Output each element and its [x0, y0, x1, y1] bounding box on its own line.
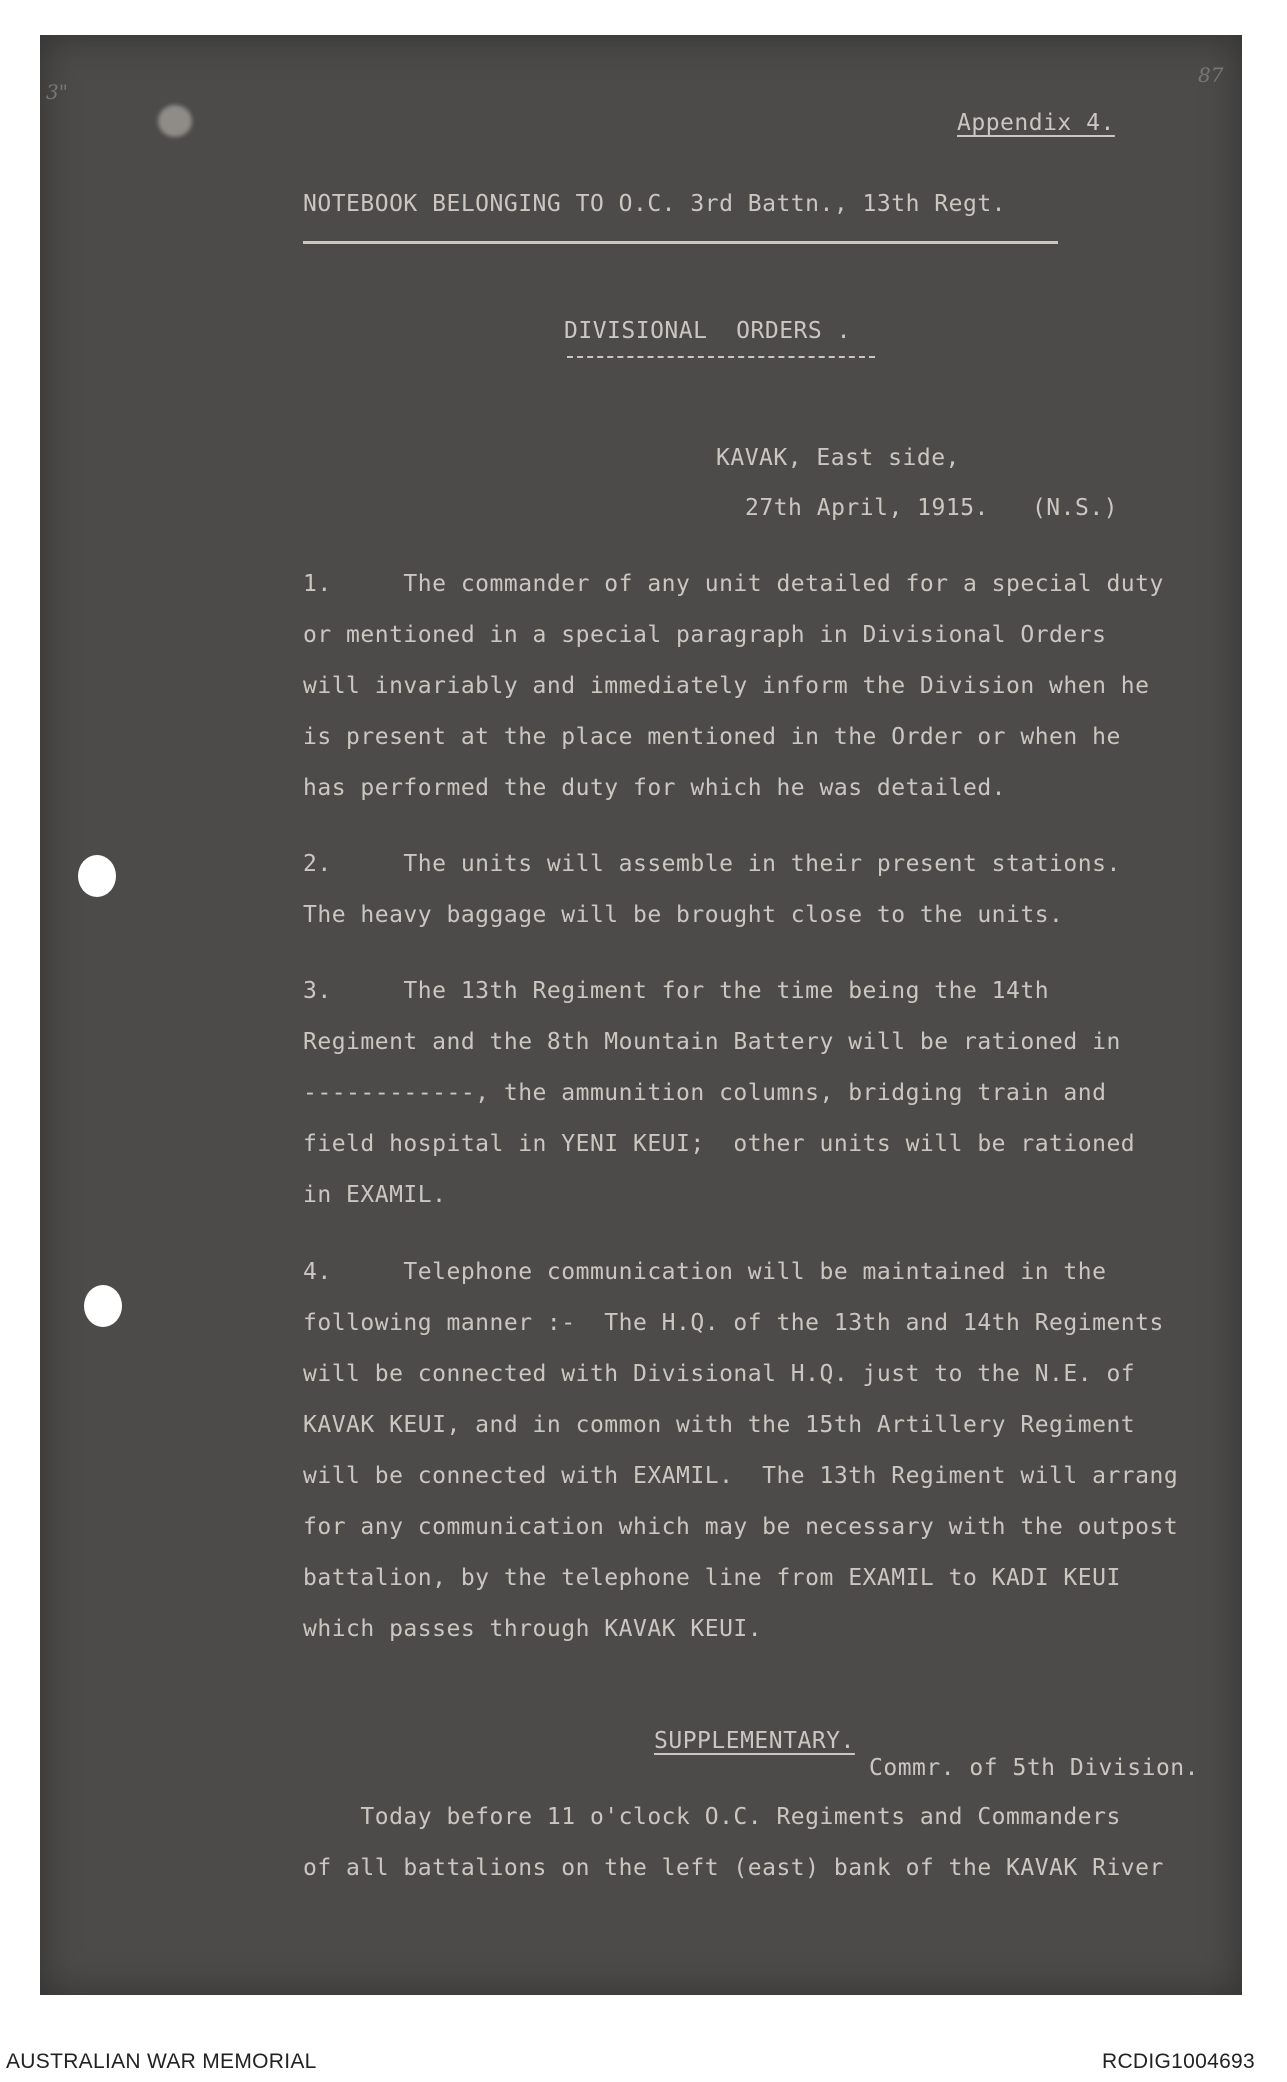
paragraph-line: KAVAK KEUI, and in common with the 15th Artillery Regiment — [303, 1412, 1136, 1438]
paragraph-line: is present at the place mentioned in the Order or when he — [303, 724, 1121, 750]
appendix-label: Appendix 4. — [957, 110, 1115, 136]
signature-line: Commr. of 5th Division. — [869, 1755, 1199, 1781]
paragraph-line: in EXAMIL. — [303, 1182, 447, 1208]
paragraph-line: for any communication which may be necessary with the outpost — [303, 1514, 1179, 1540]
paragraph-line: 4. Telephone communication will be maintained in the — [303, 1259, 1107, 1285]
corner-mark-left: 3" — [46, 80, 68, 104]
paragraph-line: Regiment and the 8th Mountain Battery will be rationed in — [303, 1029, 1121, 1055]
footer-record-id: RCDIG1004693 — [1102, 2050, 1256, 2073]
paragraph-line: which passes through KAVAK KEUI. — [303, 1616, 763, 1642]
footer-archive-name: AUSTRALIAN WAR MEMORIAL — [6, 2050, 317, 2073]
paragraph-line: will be connected with Divisional H.Q. just to the N.E. of — [303, 1361, 1136, 1387]
supplementary-heading: SUPPLEMENTARY. — [654, 1728, 855, 1754]
paragraph-line: or mentioned in a special paragraph in Divisional Orders — [303, 622, 1107, 648]
ink-blot — [158, 105, 192, 137]
paragraph-line: field hospital in YENI KEUI; other units will be rationed — [303, 1131, 1136, 1157]
title-rule — [303, 241, 1058, 244]
corner-mark-right: 87 — [1198, 63, 1224, 87]
paragraph-line: The heavy baggage will be brought close to the units. — [303, 902, 1064, 928]
paragraph-line: has performed the duty for which he was detailed. — [303, 775, 1007, 801]
paragraph-line: will be connected with EXAMIL. The 13th Regiment will arrang — [303, 1463, 1179, 1489]
document-sheet — [40, 35, 1242, 1995]
place-line: KAVAK, East side, — [716, 445, 960, 471]
paragraph-line: will invariably and immediately inform the Division when he — [303, 673, 1150, 699]
paragraph-line: battalion, by the telephone line from EXAMIL to KADI KEUI — [303, 1565, 1121, 1591]
supplementary-line: of all battalions on the left (east) bank of the KAVAK River — [303, 1855, 1164, 1881]
notebook-title: NOTEBOOK BELONGING TO O.C. 3rd Battn., 13th Regt. — [303, 191, 1007, 217]
paragraph-line: following manner :- The H.Q. of the 13th and 14th Regiments — [303, 1310, 1164, 1336]
punch-hole-top — [78, 855, 116, 897]
paragraph-line: 3. The 13th Regiment for the time being the 14th — [303, 978, 1050, 1004]
paragraph-line: 1. The commander of any unit detailed for a special duty — [303, 571, 1164, 597]
orders-title-dashes — [567, 356, 875, 358]
orders-title: DIVISIONAL ORDERS . — [564, 318, 851, 344]
punch-hole-bottom — [84, 1285, 122, 1327]
date-line: 27th April, 1915. (N.S.) — [745, 495, 1119, 521]
paragraph-line: ------------, the ammunition columns, bridging train and — [303, 1080, 1107, 1106]
supplementary-line: Today before 11 o'clock O.C. Regiments and Commanders — [303, 1804, 1121, 1830]
paragraph-line: 2. The units will assemble in their present stations. — [303, 851, 1121, 877]
